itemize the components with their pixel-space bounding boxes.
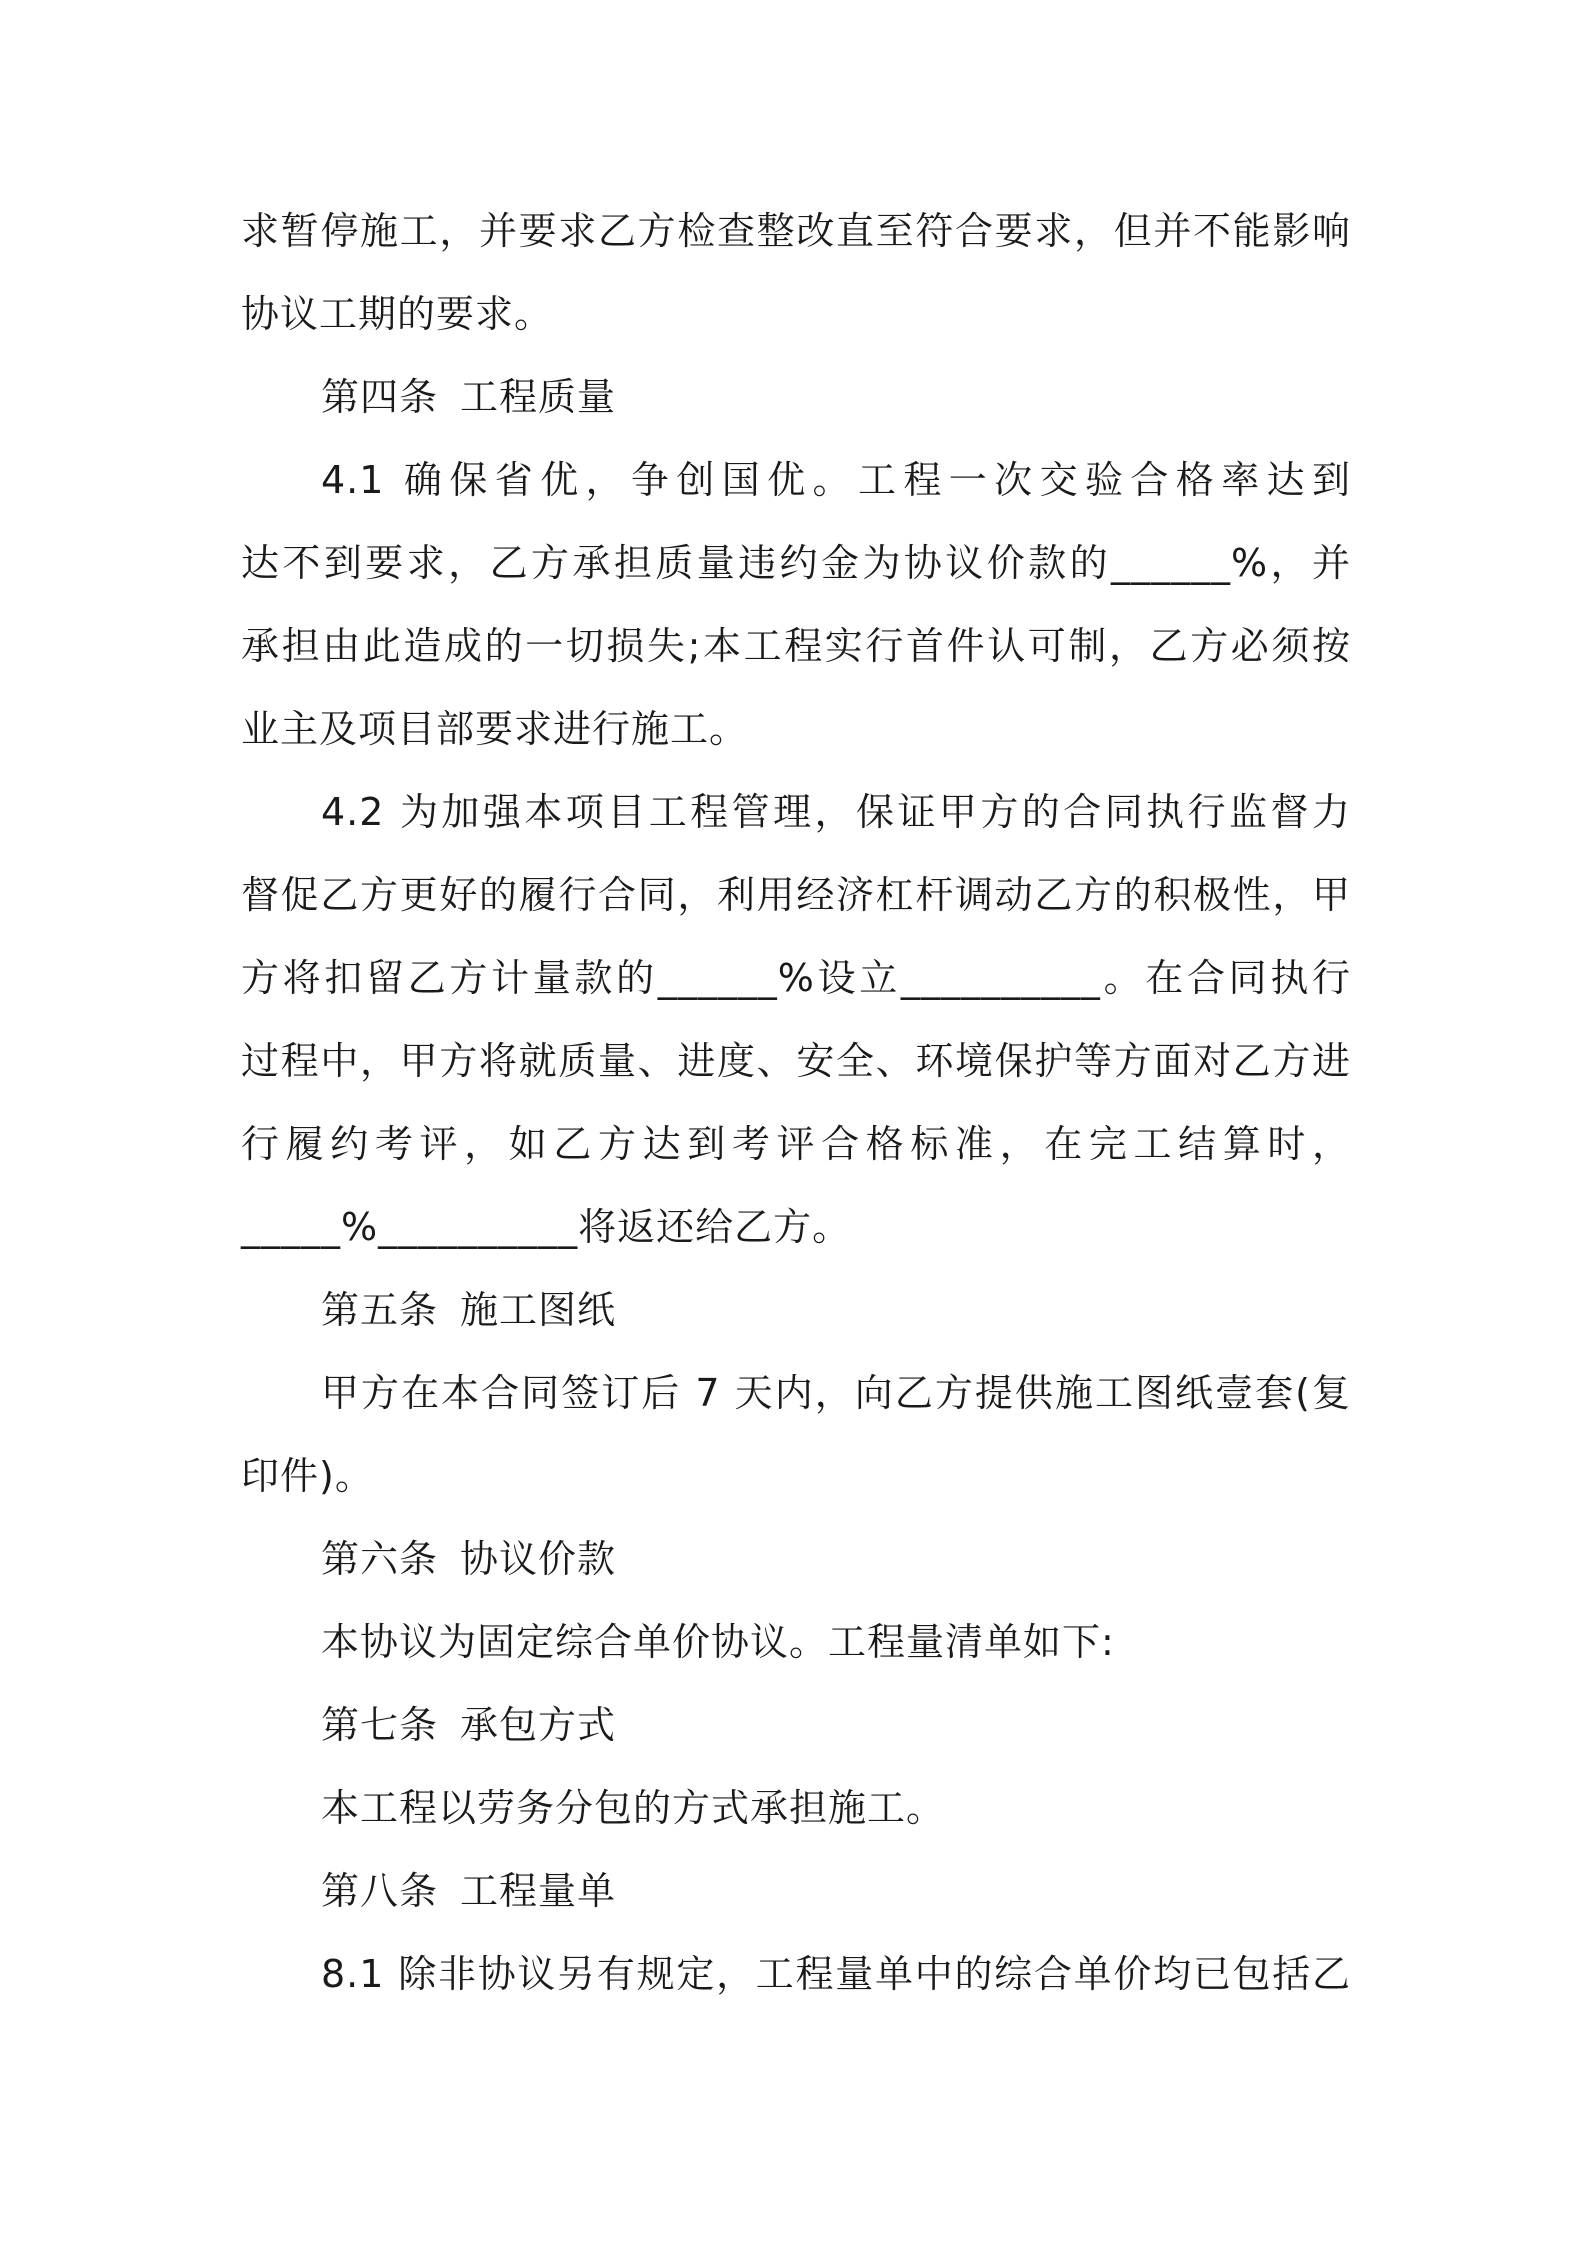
- article-number: 第六条: [321, 1537, 439, 1581]
- article-number: 第五条: [321, 1288, 439, 1332]
- paragraph-line: 方将扣留乙方计量款的______%设立__________。在合同执行: [241, 956, 1351, 1000]
- article-number: 第七条: [321, 1703, 439, 1747]
- paragraph-line: 求暂停施工，并要求乙方检查整改直至符合要求，但并不能影响: [241, 209, 1351, 253]
- article-heading-5: [241, 1269, 1351, 1352]
- paragraph-line: 达不到要求，乙方承担质量违约金为协议价款的______%，并: [241, 541, 1351, 585]
- paragraph-line: 业主及项目部要求进行施工。: [241, 707, 749, 751]
- paragraph-line: 印件)。: [241, 1454, 374, 1498]
- article-heading-6: [241, 1518, 1351, 1601]
- paragraph-line: 承担由此造成的一切损失;本工程实行首件认可制，乙方必须按: [241, 624, 1351, 668]
- paragraph-line: _____%__________将返还给乙方。: [241, 1205, 852, 1249]
- article-title: 工程量单: [460, 1869, 617, 1913]
- document-page: [241, 190, 1351, 2016]
- article-title: 工程质量: [460, 375, 617, 419]
- paragraph-line: 行履约考评，如乙方达到考评合格标准，在完工结算时，: [241, 1122, 1351, 1166]
- paragraph-line: 8.1 除非协议另有规定，工程量单中的综合单价均已包括乙: [321, 1952, 1351, 1996]
- article-number: 第八条: [321, 1869, 439, 1913]
- paragraph-line: 4.2 为加强本项目工程管理，保证甲方的合同执行监督力: [321, 790, 1351, 834]
- paragraph-line: 过程中，甲方将就质量、进度、安全、环境保护等方面对乙方进: [241, 1039, 1351, 1083]
- paragraph-line: 本协议为固定综合单价协议。工程量清单如下:: [321, 1620, 1115, 1664]
- paragraph-line: 督促乙方更好的履行合同，利用经济杠杆调动乙方的积极性，甲: [241, 873, 1351, 917]
- article-heading-7: [241, 1684, 1351, 1767]
- article-title: 协议价款: [460, 1537, 617, 1581]
- paragraph-line: 4.1 确保省优，争创国优。工程一次交验合格率达到: [321, 458, 1351, 502]
- article-title: 承包方式: [460, 1703, 617, 1747]
- article-number: 第四条: [321, 375, 439, 419]
- article-heading-8: [241, 1850, 1351, 1933]
- paragraph-line: 协议工期的要求。: [241, 292, 554, 336]
- article-title: 施工图纸: [460, 1288, 617, 1332]
- paragraph-line: 甲方在本合同签订后 7 天内，向乙方提供施工图纸壹套(复: [321, 1371, 1351, 1415]
- paragraph-line: 本工程以劳务分包的方式承担施工。: [321, 1786, 946, 1830]
- article-heading-4: [241, 356, 1351, 439]
